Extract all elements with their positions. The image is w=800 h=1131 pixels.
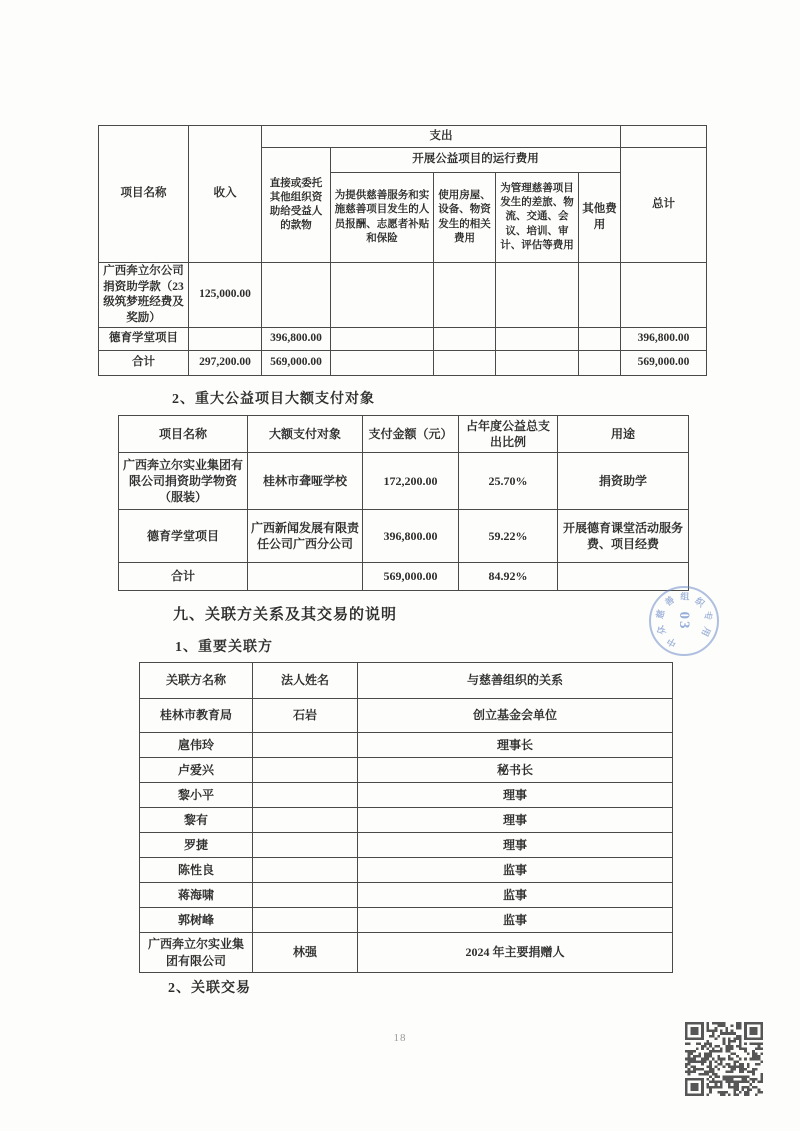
t1-header-direct: 直接或委托其他组织资助给受益人的款物 <box>262 148 331 263</box>
t3-cell-legal-person <box>253 808 358 833</box>
expenditure-table <box>98 125 707 376</box>
table-row <box>140 758 673 783</box>
t3-cell-relation: 创立基金会单位 <box>358 699 673 733</box>
t1-cell-income <box>189 328 262 351</box>
t3-cell-name: 卢爱兴 <box>140 758 253 783</box>
t2-cell-payee: 桂林市聋哑学校 <box>248 453 363 510</box>
t3-cell-name: 扈伟玲 <box>140 733 253 758</box>
t3-cell-relation: 监事 <box>358 908 673 933</box>
t3-header-name: 关联方名称 <box>140 663 253 699</box>
t3-cell-legal-person <box>253 858 358 883</box>
table-row <box>119 510 689 563</box>
table-row <box>140 699 673 733</box>
t3-cell-legal-person <box>253 758 358 783</box>
t2-cell-amount: 569,000.00 <box>363 563 459 591</box>
table-row-total <box>119 563 689 591</box>
t2-cell-ratio: 59.22% <box>459 510 558 563</box>
t1-cell-project: 合计 <box>99 351 189 376</box>
t2-header-amount: 支付金额（元） <box>363 416 459 453</box>
table-row <box>140 908 673 933</box>
round-blue-seal-stamp-icon <box>649 586 719 656</box>
t3-cell-name: 黎有 <box>140 808 253 833</box>
stamp-ring-char: 织 <box>693 595 707 609</box>
t1-cell-other <box>579 351 621 376</box>
t3-cell-name: 郭树峰 <box>140 908 253 933</box>
t1-cell-other <box>579 328 621 351</box>
t2-header-payee: 大额支付对象 <box>248 416 363 453</box>
t3-cell-legal-person: 林强 <box>253 933 358 973</box>
important-related-party-subheading: 1、重要关联方 <box>175 640 273 655</box>
t3-cell-legal-person: 石岩 <box>253 699 358 733</box>
t2-cell-usage: 捐资助学 <box>558 453 689 510</box>
t3-cell-name: 广西奔立尔实业集团有限公司 <box>140 933 253 973</box>
t1-header-expense: 支出 <box>262 126 621 148</box>
t3-cell-relation: 理事 <box>358 783 673 808</box>
table-row <box>140 783 673 808</box>
t1-header-manage: 为管理慈善项目发生的差旅、物流、交通、会议、培训、审计、评估等费用 <box>496 173 579 263</box>
table-row <box>140 933 673 973</box>
qr-code-icon <box>685 1022 763 1096</box>
t1-cell-manage <box>496 328 579 351</box>
t3-cell-relation: 理事 <box>358 833 673 858</box>
t3-cell-legal-person <box>253 833 358 858</box>
table-row <box>140 858 673 883</box>
t3-cell-name: 蒋海啸 <box>140 883 253 908</box>
t1-header-blank <box>621 126 707 148</box>
t3-cell-legal-person <box>253 733 358 758</box>
t1-header-service: 为提供慈善服务和实施慈善项目发生的人员报酬、志愿者补贴和保险 <box>331 173 434 263</box>
related-party-heading: 九、关联方关系及其交易的说明 <box>173 607 398 623</box>
t3-cell-name: 陈性良 <box>140 858 253 883</box>
t1-cell-project: 德育学堂项目 <box>99 328 189 351</box>
t2-header-usage: 用途 <box>558 416 689 453</box>
t1-cell-manage <box>496 263 579 328</box>
t3-cell-name: 桂林市教育局 <box>140 699 253 733</box>
related-transactions-subheading: 2、关联交易 <box>168 981 251 996</box>
t2-cell-ratio: 25.70% <box>459 453 558 510</box>
stamp-ring-char: 中 <box>665 635 679 649</box>
t3-cell-relation: 监事 <box>358 858 673 883</box>
t1-cell-total: 569,000.00 <box>621 351 707 376</box>
table-row <box>140 808 673 833</box>
t3-header-legal-person: 法人姓名 <box>253 663 358 699</box>
table-row <box>99 263 707 328</box>
t2-cell-ratio: 84.92% <box>459 563 558 591</box>
t1-cell-service <box>331 263 434 328</box>
t1-header-housing: 使用房屋、设备、物资发生的相关费用 <box>434 173 496 263</box>
major-payments-table <box>118 415 689 591</box>
t3-cell-name: 黎小平 <box>140 783 253 808</box>
t3-cell-relation: 理事 <box>358 808 673 833</box>
t2-cell-payee <box>248 563 363 591</box>
t1-cell-service <box>331 351 434 376</box>
stamp-ring-char: 众 <box>654 624 668 637</box>
t1-cell-housing <box>434 328 496 351</box>
t1-cell-manage <box>496 351 579 376</box>
stamp-ring-char: 专 <box>702 610 714 622</box>
table-row <box>140 733 673 758</box>
t1-header-income: 收入 <box>189 126 262 263</box>
t2-cell-payee: 广西新闻发展有限责任公司广西分公司 <box>248 510 363 563</box>
table-row <box>140 833 673 858</box>
t2-header-project: 项目名称 <box>119 416 248 453</box>
t2-cell-project: 合计 <box>119 563 248 591</box>
t1-cell-direct: 569,000.00 <box>262 351 331 376</box>
t3-header-relation: 与慈善组织的关系 <box>358 663 673 699</box>
related-parties-table <box>139 662 673 973</box>
t2-cell-amount: 172,200.00 <box>363 453 459 510</box>
t1-header-total: 总计 <box>621 148 707 263</box>
t1-cell-total: 396,800.00 <box>621 328 707 351</box>
t2-cell-project: 广西奔立尔实业集团有限公司捐资助学物资（服装） <box>119 453 248 510</box>
stamp-ring-char: 用 <box>699 625 713 638</box>
t1-cell-income: 125,000.00 <box>189 263 262 328</box>
table-row-total <box>99 351 707 376</box>
t3-cell-legal-person <box>253 783 358 808</box>
page-number: 18 <box>393 1032 407 1044</box>
t3-cell-legal-person <box>253 908 358 933</box>
t3-cell-relation: 理事长 <box>358 733 673 758</box>
t1-cell-service <box>331 328 434 351</box>
t3-cell-legal-person <box>253 883 358 908</box>
t2-cell-amount: 396,800.00 <box>363 510 459 563</box>
t1-header-operating: 开展公益项目的运行费用 <box>331 148 621 173</box>
t1-cell-direct: 396,800.00 <box>262 328 331 351</box>
t1-cell-income: 297,200.00 <box>189 351 262 376</box>
t1-cell-total <box>621 263 707 328</box>
t1-cell-other <box>579 263 621 328</box>
t3-cell-relation: 2024 年主要捐赠人 <box>358 933 673 973</box>
t1-cell-project: 广西奔立尔公司捐资助学款（23 级筑梦班经费及奖励） <box>99 263 189 328</box>
t2-cell-project: 德育学堂项目 <box>119 510 248 563</box>
t1-header-other: 其他费用 <box>579 173 621 263</box>
table-row <box>140 883 673 908</box>
t2-cell-usage <box>558 563 689 591</box>
major-payments-title: 2、重大公益项目大额支付对象 <box>172 392 375 407</box>
t1-cell-housing <box>434 351 496 376</box>
t1-header-project: 项目名称 <box>99 126 189 263</box>
t3-cell-relation: 秘书长 <box>358 758 673 783</box>
table-row <box>99 328 707 351</box>
t3-cell-name: 罗捷 <box>140 833 253 858</box>
stamp-ring-char: 善 <box>663 594 677 608</box>
t1-cell-direct <box>262 263 331 328</box>
t2-header-ratio: 占年度公益总支出比例 <box>459 416 558 453</box>
table-row <box>119 453 689 510</box>
stamp-ring-char: 慈 <box>654 608 667 620</box>
t2-cell-usage: 开展德育课堂活动服务费、项目经费 <box>558 510 689 563</box>
t3-cell-relation: 监事 <box>358 883 673 908</box>
t1-cell-housing <box>434 263 496 328</box>
stamp-ring-char: 组 <box>680 591 690 602</box>
stamp-center-number: 03 <box>676 611 693 631</box>
